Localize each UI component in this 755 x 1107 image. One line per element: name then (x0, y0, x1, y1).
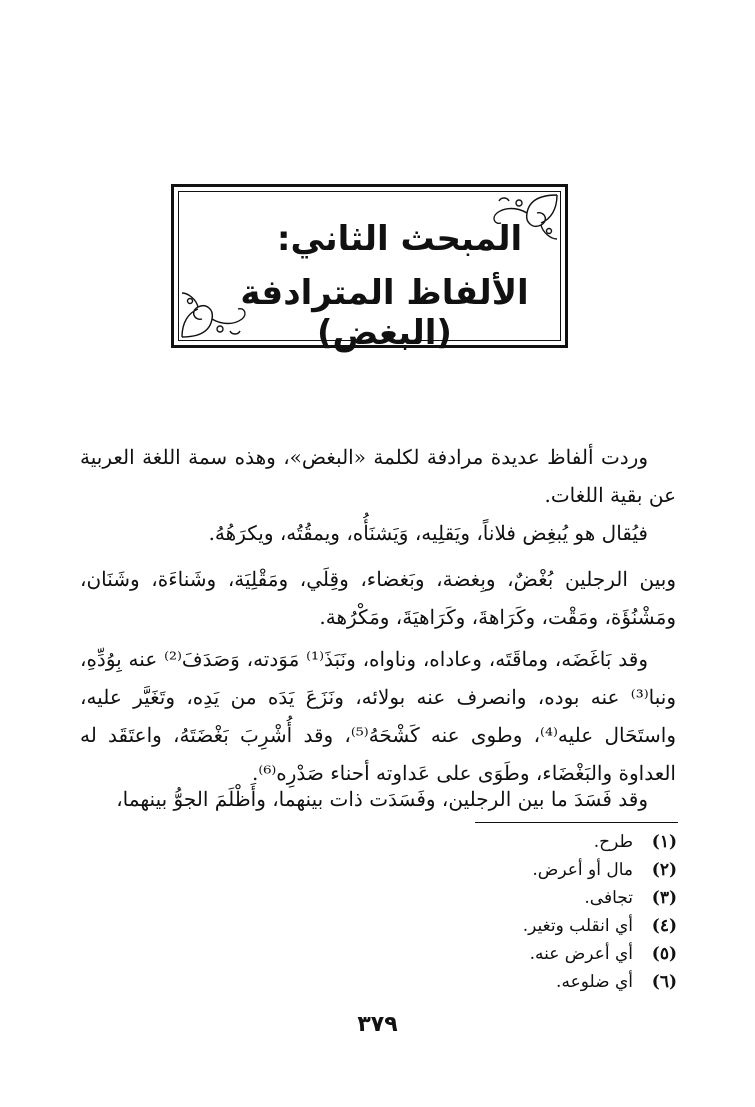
page-number: ٣٧٩ (357, 1012, 398, 1037)
body-paragraph: وردت ألفاظ عديدة مرادفة لكلمة «البغض»، وهذه سمة اللغة العربية عن بقية اللغات. (80, 445, 676, 507)
footnote-text: أي ضلوعه. (556, 972, 633, 992)
footnote-text: مال أو أعرض. (532, 860, 633, 880)
footnote-item (377, 940, 677, 968)
footnote-number: (٤) (651, 916, 677, 936)
footnote-item (377, 884, 677, 912)
footnote-text: تجافى. (584, 888, 633, 908)
footnote-separator (475, 822, 678, 823)
footnote-number: (٢) (651, 860, 677, 880)
footnote-text: أي أعرض عنه. (529, 944, 633, 964)
footnote-text: أي انقلب وتغير. (522, 916, 633, 936)
footnote-number: (٦) (651, 972, 677, 992)
footnote-number: (١) (651, 832, 677, 852)
body-paragraph: وقد فَسَدَ ما بين الرجلين، وفَسَدَت ذات بينهما، وأَظْلَمَ الجوُّ بينهما، (116, 787, 648, 811)
footnote-text: طرح. (593, 832, 633, 852)
section-title-frame (171, 184, 568, 353)
body-paragraph: فيُقال هو يُبغِض فلاناً، ويَقلِيه، وَيَشنَأُه، ويمقُتُه، ويكرَهُهُ. (208, 521, 648, 545)
footnote-item (377, 912, 677, 940)
footnote-item (377, 856, 677, 884)
section-subheading: الألفاظ المترادفة (البغض) (240, 273, 529, 353)
footnote-item (377, 968, 677, 996)
body-paragraph: وقد بَاغَضَه، وماقَتَه، وعاداه، وناواه، ونَبَذَ⁽¹⁾ مَوَدته، وَصَدَفَ⁽²⁾ عنه بِوُدِّهِ، ونبا⁽³⁾ عنه بوده، وانصرف عنه بولائه، ونَزَعَ يَدَه من يَدِه، وتَغَيَّر عليه، واستَحَال عليه⁽⁴⁾، وطوى عنه كَشْحَهُ⁽⁵⁾، وقد أُشْرِبَ بَغْضَتَهُ، واعتَقَد له العداوة والبَغْضَاء، وطَوَى على عَداوته أحناء صَدْرِه⁽⁶⁾. (80, 647, 677, 785)
footnotes-list (377, 828, 677, 996)
footnote-number: (٥) (651, 944, 677, 964)
body-paragraph: وبين الرجلين بُغْضٌ، وبِغضة، وبَغضاء، وقِلَي، ومَقْلِيَة، وشَناءَة، وشَنَان، ومَشْنُؤَة، ومَقْت، وكَرَاهةَ، وكَرَاهيَةَ، ومَكْرُهة. (80, 567, 676, 629)
footnote-item (377, 828, 677, 856)
section-heading: المبحث الثاني: (276, 219, 523, 259)
footnote-number: (٣) (651, 888, 677, 908)
